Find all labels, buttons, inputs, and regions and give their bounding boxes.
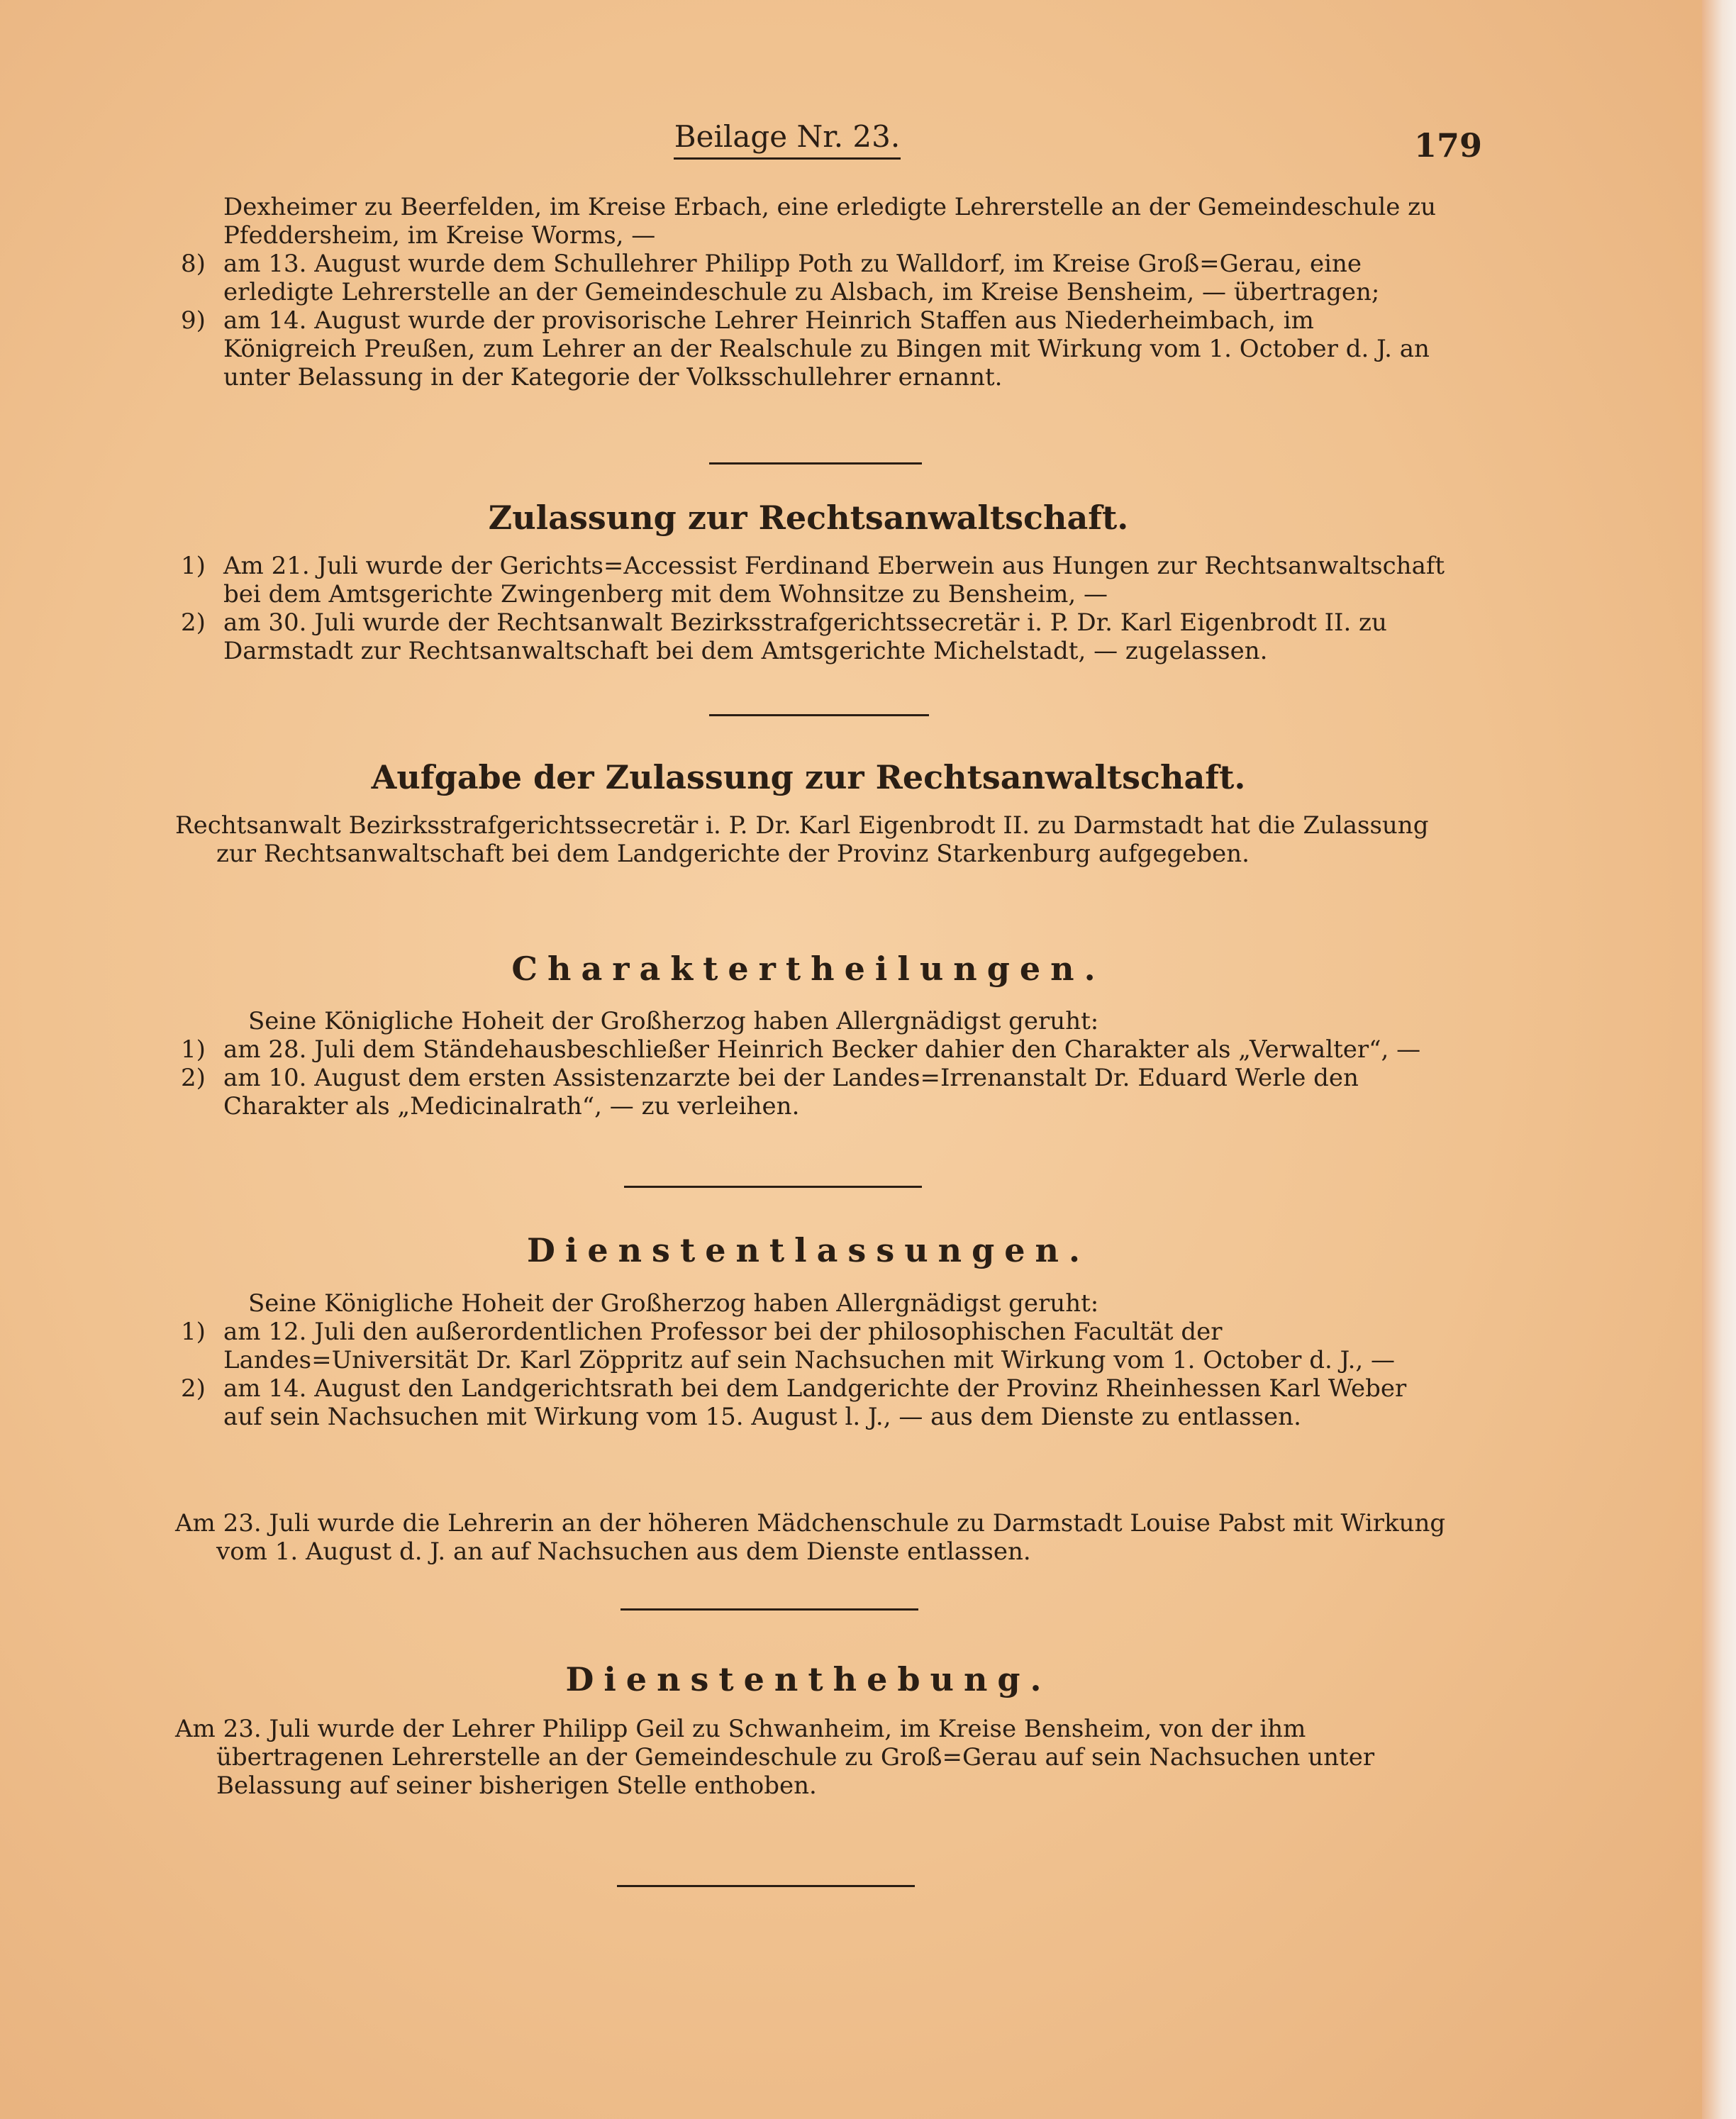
section-zulassung	[167, 552, 1450, 665]
section-intro: Seine Königliche Hoheit der Großherzog haben Allergnädigst geruht:	[248, 1007, 1099, 1035]
section-text: Am 23. Juli wurde die Lehrerin an der höheren Mädchenschule zu Darmstadt Louise Pabst mit Wirkung vom 1. August d. J. an auf Nachsuchen aus dem Dienste entlassen.	[175, 1509, 1446, 1566]
list-item	[167, 250, 1450, 306]
item-number: 1)	[181, 1318, 206, 1346]
item-number: 2)	[181, 608, 206, 637]
divider	[709, 462, 922, 465]
list-item	[167, 552, 1450, 608]
page-edge	[1702, 0, 1736, 2119]
divider	[709, 714, 929, 716]
header-title: Beilage Nr. 23.	[674, 119, 901, 160]
item-number: 8)	[181, 250, 206, 278]
continuation-text: Dexheimer zu Beerfelden, im Kreise Erbach, eine erledigte Lehrerstelle an der Gemeindeschule zu Pfeddersheim, im Kreise Worms, —	[223, 193, 1436, 250]
list-item	[167, 1318, 1450, 1374]
section-text: Am 23. Juli wurde der Lehrer Philipp Geil zu Schwanheim, im Kreise Bensheim, von der ihm übertragenen Lehrerstelle an der Gemeindeschule zu Groß=Gerau auf sein Nachsuchen unter Belassung auf seiner bisherigen Stelle enthoben.	[175, 1715, 1375, 1800]
section-heading-charakter: Charaktertheilungen.	[511, 950, 1106, 988]
item-number: 2)	[181, 1064, 206, 1092]
item-text: am 30. Juli wurde der Rechtsanwalt Bezirksstrafgerichtssecretär i. P. Dr. Karl Eigenbrodt II. zu Darmstadt zur Rechtsanwaltschaft bei dem Amtsgerichte Michelstadt, — zugelassen.	[223, 608, 1387, 665]
section-heading-zulassung: Zulassung zur Rechtsanwaltschaft.	[488, 499, 1129, 537]
list-item	[167, 608, 1450, 665]
item-text: am 28. Juli dem Ständehausbeschließer Heinrich Becker dahier den Charakter als „Verwalter“, —	[223, 1035, 1421, 1064]
list-item	[167, 306, 1450, 391]
section-intro: Seine Königliche Hoheit der Großherzog haben Allergnädigst geruht:	[248, 1289, 1099, 1318]
list-item	[167, 1374, 1450, 1431]
item-text: am 12. Juli den außerordentlichen Professor bei der philosophischen Facultät der Landes=Universität Dr. Karl Zöppritz auf sein Nachsuchen mit Wirkung vom 1. October d. J., —	[223, 1318, 1396, 1374]
section-aufgabe	[167, 811, 1450, 868]
section-heading-aufgabe: Aufgabe der Zulassung zur Rechtsanwaltschaft.	[371, 758, 1246, 796]
list-item	[167, 1064, 1450, 1120]
item-text: am 13. August wurde dem Schullehrer Philipp Poth zu Walldorf, im Kreise Groß=Gerau, eine erledigte Lehrerstelle an der Gemeindeschule zu Alsbach, im Kreise Bensheim, — übertragen;	[223, 250, 1380, 306]
divider	[621, 1608, 918, 1611]
section-dienstenthebung	[167, 1715, 1450, 1800]
page-number: 179	[1413, 126, 1482, 165]
section-dienstentlassungen-extra	[167, 1509, 1450, 1566]
item-number: 2)	[181, 1374, 206, 1403]
intro-block	[167, 193, 1450, 391]
section-text: Rechtsanwalt Bezirksstrafgerichtssecretär i. P. Dr. Karl Eigenbrodt II. zu Darmstadt hat die Zulassung zur Rechtsanwaltschaft bei dem Landgerichte der Provinz Starkenburg aufgegeben.	[175, 811, 1429, 868]
divider	[624, 1186, 922, 1188]
item-number: 1)	[181, 1035, 206, 1064]
item-text: am 10. August dem ersten Assistenzarzte bei der Landes=Irrenanstalt Dr. Eduard Werle den Charakter als „Medicinalrath“, — zu verleihen.	[223, 1064, 1359, 1120]
list-item	[167, 1035, 1450, 1064]
section-charakter	[167, 1007, 1450, 1120]
section-heading-dienstentlassungen: Dienstentlassungen.	[526, 1231, 1091, 1269]
divider	[617, 1885, 915, 1887]
item-text: am 14. August wurde der provisorische Lehrer Heinrich Staffen aus Niederheimbach, im Königreich Preußen, zum Lehrer an der Realschule zu Bingen mit Wirkung vom 1. October d. J. an unter Belassung in der Kategorie der Volksschullehrer ernannt.	[223, 306, 1430, 391]
section-heading-dienstenthebung: Dienstenthebung.	[565, 1660, 1052, 1698]
section-dienstentlassungen	[167, 1289, 1450, 1431]
item-text: Am 21. Juli wurde der Gerichts=Accessist Ferdinand Eberwein aus Hungen zur Rechtsanwaltschaft bei dem Amtsgerichte Zwingenberg mit dem Wohnsitze zu Bensheim, —	[223, 552, 1445, 608]
item-number: 9)	[181, 306, 206, 335]
item-number: 1)	[181, 552, 206, 580]
item-text: am 14. August den Landgerichtsrath bei dem Landgerichte der Provinz Rheinhessen Karl Weber auf sein Nachsuchen mit Wirkung vom 15. August l. J., — aus dem Dienste zu entlassen.	[223, 1374, 1407, 1431]
